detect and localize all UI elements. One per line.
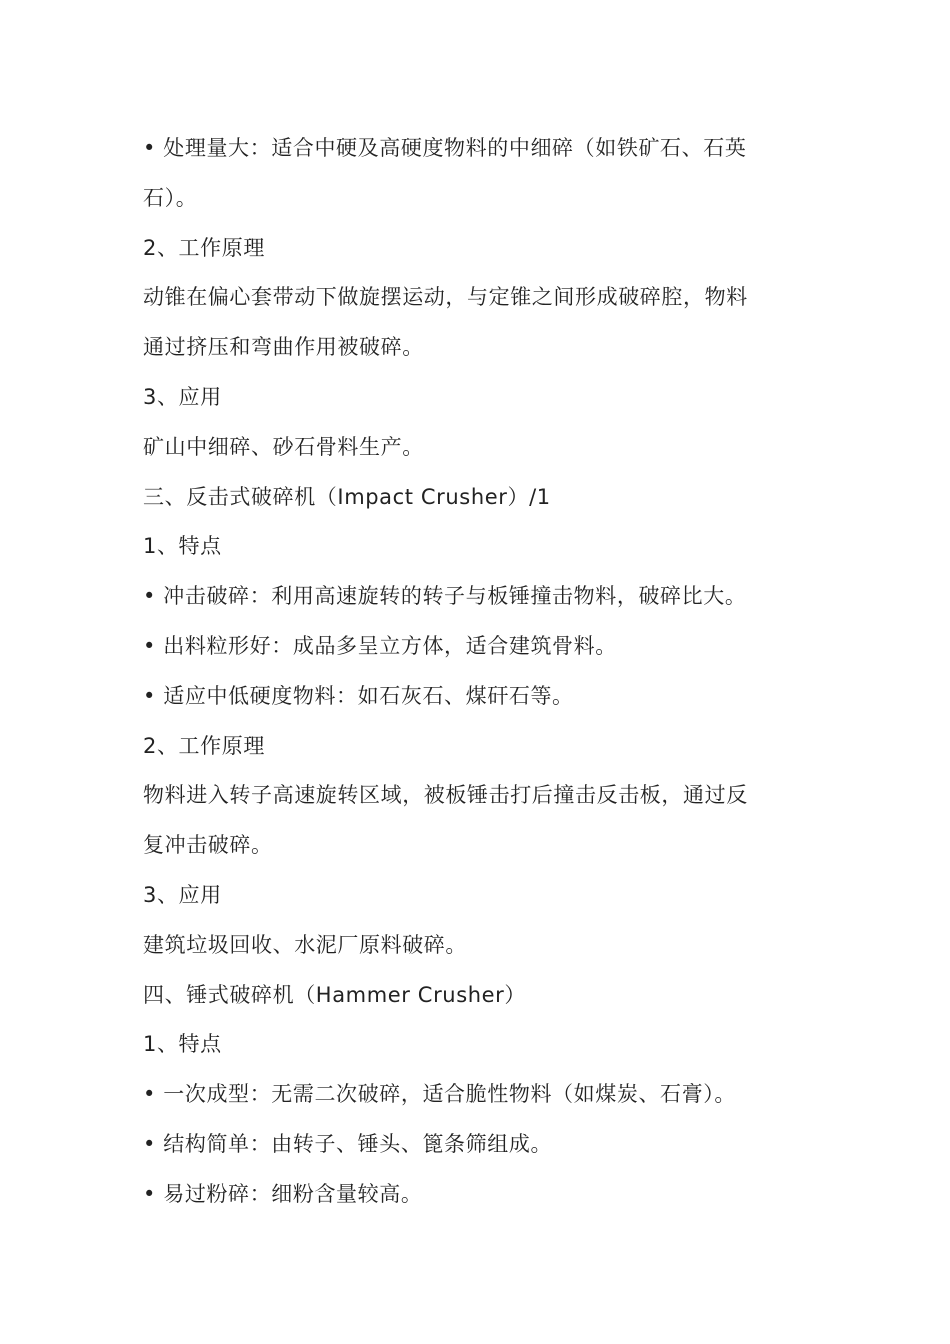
bullet-line: • 出料粒形好：成品多呈立方体，适合建筑骨料。: [143, 633, 617, 658]
text-line: 建筑垃圾回收、水泥厂原料破碎。: [143, 932, 467, 957]
bullet-line: • 易过粉碎：细粉含量较高。: [143, 1181, 423, 1206]
bullet-line: • 处理量大：适合中硬及高硬度物料的中细碎（如铁矿石、石英: [143, 136, 747, 160]
bullet-line: • 冲击破碎：利用高速旋转的转子与板锤撞击物料，破碎比大。: [143, 584, 747, 609]
text-line: 物料进入转子高速旋转区域，被板锤击打后撞击反击板，通过反: [143, 783, 748, 808]
text-line: 通过挤压和弯曲作用被破碎。: [143, 335, 424, 360]
subheading: 1、特点: [143, 1032, 222, 1057]
text-line: 矿山中细碎、砂石骨料生产。: [143, 434, 424, 459]
text-line: 动锥在偏心套带动下做旋摆运动，与定锥之间形成破碎腔，物料: [143, 285, 748, 310]
bullet-line: • 结构简单：由转子、锤头、篦条筛组成。: [143, 1131, 553, 1156]
section-heading: 三、反击式破碎机（Impact Crusher）/1: [143, 484, 551, 509]
bullet-line: • 一次成型：无需二次破碎，适合脆性物料（如煤炭、石膏）。: [143, 1082, 736, 1107]
subheading: 2、工作原理: [143, 235, 265, 260]
section-heading: 四、锤式破碎机（Hammer Crusher）: [143, 982, 527, 1007]
bullet-line: • 适应中低硬度物料：如石灰石、煤矸石等。: [143, 683, 574, 708]
subheading: 3、应用: [143, 384, 222, 409]
subheading: 3、应用: [143, 882, 222, 907]
subheading: 2、工作原理: [143, 733, 265, 758]
subheading: 1、特点: [143, 534, 222, 559]
text-line: 复冲击破碎。: [143, 833, 273, 858]
document-body: [143, 124, 808, 1220]
text-line: 石）。: [143, 185, 198, 210]
